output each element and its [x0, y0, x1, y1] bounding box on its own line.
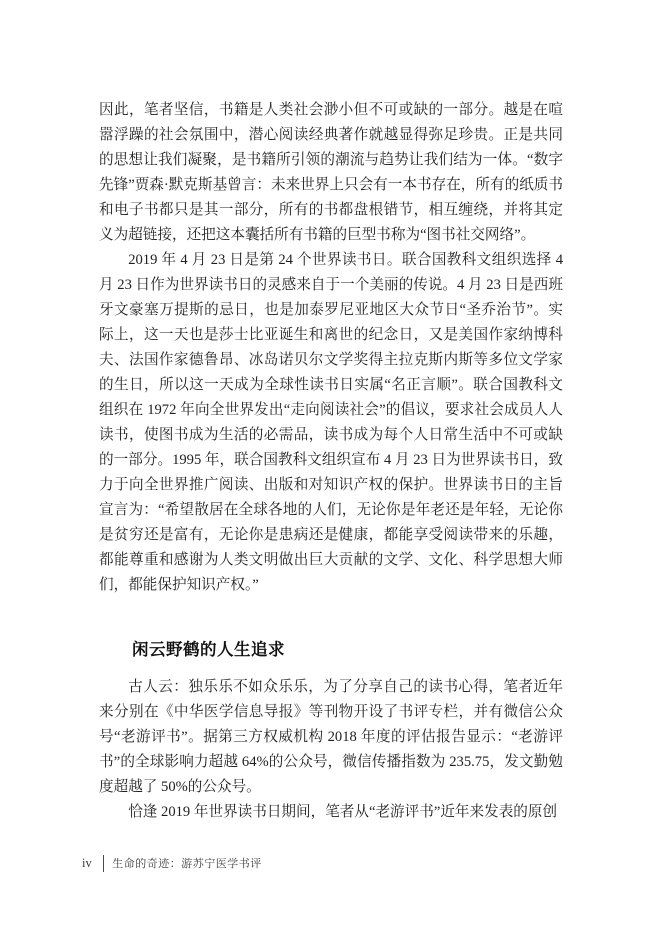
page-content	[99, 98, 563, 825]
paragraph-book-review-column: 古人云：独乐乐不如众乐乐，为了分享自己的读书心得，笔者近年来分别在《中华医学信息导报》等刊物开设了书评专栏，并有微信公众号“老游评书”。据第三方权威机构 2018 年度的评估报告显示：“老游评书”的全球影响力超越 64%的公众号，微信传播指数为 235.75，发文勤勉度超越了 50%的公众号。	[99, 679, 563, 795]
book-title: 生命的奇迹：游苏宁医学书评	[112, 858, 262, 870]
section-heading: 闲云野鹤的人生追求	[132, 641, 285, 659]
page-footer	[82, 853, 262, 873]
footer-divider	[103, 855, 105, 872]
paragraph-books-society: 因此，笔者坚信，书籍是人类社会渺小但不可或缺的一部分。越是在喧嚣浮躁的社会氛围中，潜心阅读经典著作就越显得弥足珍贵。正是共同的思想让我们凝聚，是书籍所引领的潮流与趋势让我们结为一体。“数字先锋”贾森·默克斯基曾言：未来世界上只会有一本书存在，所有的纸质书和电子书都只是其一部分，所有的书都盘根错节，相互缠绕，并将其定义为超链接，还把这本囊括所有书籍的巨型书称为“图书社交网络”。	[99, 102, 563, 243]
paragraph-reading-day-2019: 恰逢 2019 年世界读书日期间，笔者从“老游评书”近年来发表的原创	[128, 804, 558, 820]
page-number: iv	[82, 855, 92, 870]
paragraph-world-book-day: 2019 年 4 月 23 日是第 24 个世界读书日。联合国教科文组织选择 4 月 23 日作为世界读书日的灵感来自于一个美丽的传说。4 月 23 日是西班牙文豪塞万提斯的忌日，也是加泰罗尼亚地区大众节日“圣乔治节”。实际上，这一天也是莎士比亚诞生和离世的纪念日，又是美国作家纳博科夫、法国作家德鲁昂、冰岛诺贝尔文学奖得主拉克斯内斯等多位文学家的生日，所以这一天成为全球性读书日实属“名正言顺”。联合国教科文组织在 1972 年向全世界发出“走向阅读社会”的倡议，要求社会成员人人读书，使图书成为生活的必需品，读书成为每个人日常生活中不可或缺的一部分。1995 年，联合国教科文组织宣布 4 月 23 日为世界读书日，致力于向全世界推广阅读、出版和对知识产权的保护。世界读书日的主旨宣言为：“希望散居在全球各地的人们，无论你是年老还是年轻，无论你是贫穷还是富有，无论你是患病还是健康，都能享受阅读带来的乐趣，都能尊重和感谢为人类文明做出巨大贡献的文学、文化、科学思想大师们，都能保护知识产权。”	[99, 252, 563, 593]
